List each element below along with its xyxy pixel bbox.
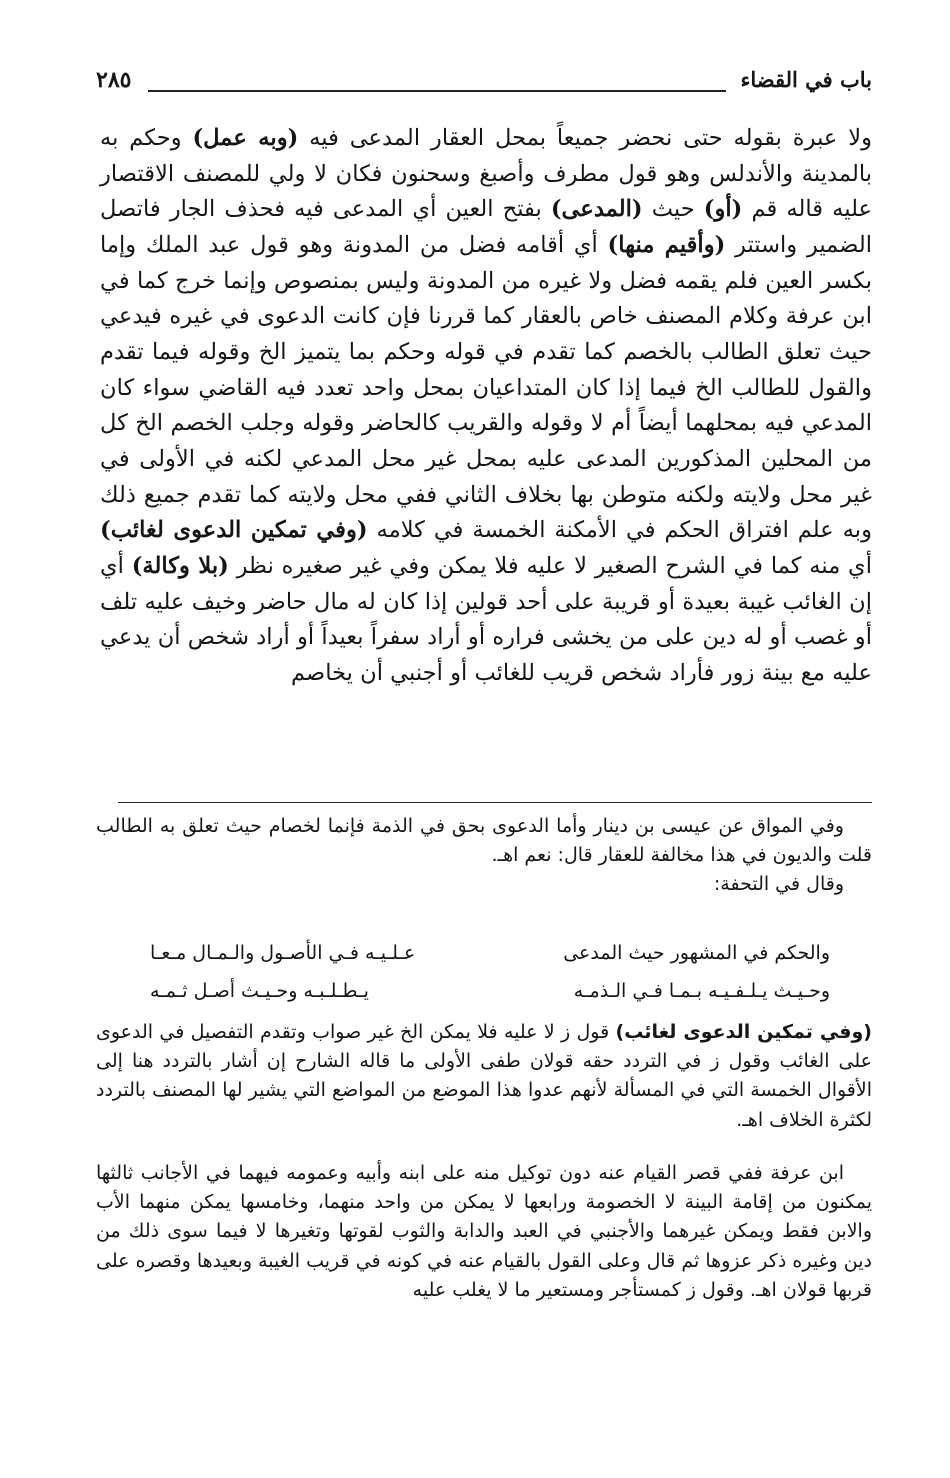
text-run: بفتح العين أي المدعى فيه فحذف الجار فاتصل الضمير واستتر (100, 196, 872, 258)
bold-term: (وبه عمل) (192, 125, 299, 151)
footnote-separator (118, 802, 872, 803)
note-paragraph: ابن عرفة ففي قصر القيام عنه دون توكيل منه على ابنه وأبيه وعمومه فيهما في الأجانب ثالثها يمكنون من إقامة البينة لا الخصومة ورابعها لا يمكن من واحد منهما، وخامسها يمكن منهما الأب والابن فقط ويمكن غيرهما والأجنبي في العبد والدابة والثوب لقوتها وتغيرها لا فيما سوى ذلك من دين وغيره ذكر عزوها ثم قال وعلى القول بالقيام عنه في كونه في قريب الغيبة وبعيدها وقصره على قربها قولان اهـ. وقول ز كمستأجر ومستعير ما لا يغلب عليه (96, 1162, 872, 1301)
text-run: ولا عبرة بقوله حتى نحضر جميعاً بمحل العقار المدعى فيه (309, 125, 872, 151)
text-run: وحكم به بالمدينة والأندلس وهو قول مطرف وأصبغ وسحنون فكان لا ولي للمصنف الاقتصار عليه قاله قم (100, 125, 873, 223)
main-paragraph (100, 121, 872, 692)
chapter-title: باب في القضاء (740, 67, 872, 92)
main-text (100, 121, 872, 692)
text-run: أي أقامه فضل من المدونة وهو قول عبد الملك وإما بكسر العين فلم يقمه فضل ولا غيره من المدونة وليس بمنصوص وإنما خرج كما في ابن عرفة وكلام المصنف خاص بالعقار كما قررنا فإن كانت الدعوى في غيره فيدعي حيث تعلق الطالب بالخصم كما تقدم في قوله وحكم بما يتميز الخ وقوله فيما تقدم والقول للطالب الخ فيما إذا كان المتداعيان بمحل واحد تعدد فيه القاضي سواء كان المدعي فيه بمحلهما أيضاً أم لا وقوله والقريب كالحاضر وقوله وجلب الخصم الخ كل من المحلين المذكورين المدعى عليه بمحل غير محل المدعي لكنه في الأولى في غير محل ولايته ولكنه متوطن بها بخلاف الثاني ففي محل ولايته كما تقدم جميع ذلك وبه علم افتراق الحكم في الأمكنة الخمسة في كلامه (100, 231, 872, 544)
text-run: قول ز لا عليه فلا يمكن الخ غير صواب وتقدم التفصيل في الدعوى على الغائب وقول ز في التردد حقه قولان طفى الأولى ما قاله الشارح إن أشار بالتردد هنا إلى الأقوال الخمسة التي في المسألة لأنهم عدوا هذا الموضع من المواضع التي يشير لها المصنف بالتردد لكثرة الخلاف اهـ. (96, 1021, 872, 1131)
verse-hemistich: يـطـلـبـه وحـيـث أصـل ثـمـه (150, 980, 369, 1002)
bold-term: (وفي تمكين الدعوى لغائب) (615, 1021, 872, 1043)
note-paragraph: وفي المواق عن عيسى بن دينار وأما الدعوى بحق في الذمة فإنما لخصام حيث تعلق به الطالب قلت والديون في هذا مخالفة للعقار قال: نعم اهـ. (96, 815, 872, 867)
text-run: أي منه كما في الشرح الصغير لا عليه فلا يمكن وفي غير صغيره نظر (236, 552, 873, 579)
note-paragraph: وقال في التحفة: (713, 873, 844, 896)
page-header (96, 60, 872, 102)
verse-line-1 (150, 942, 830, 972)
verse-hemistich: وحـيـث يـلـفـيـه بـمـا فـي الـذمـه (573, 980, 830, 1002)
bold-term: (المدعى) (550, 196, 643, 223)
bold-term: (وأقيم منها) (607, 231, 726, 258)
text-run: حيث (651, 196, 695, 223)
verse-hemistich: عـلـيـه فـي الأصـول والـمـال مـعـا (150, 942, 416, 964)
page-number: ٢٨٥ (96, 67, 132, 93)
verse-line-2 (150, 980, 830, 1010)
footnotes-bottom (96, 1159, 872, 1305)
footnotes-top (96, 812, 872, 900)
bold-term: (أو) (703, 196, 743, 223)
text-run: أي إن الغائب غيبة بعيدة أو قريبة على أحد قولين إذا كان له مال حاضر وخيف عليه تلف أو غصب أو له دين على من يخشى فراره أو أراد سفراً بعيداً أو أراد شخص أن يدعي عليه مع بينة زور فأراد شخص قريب للغائب أو أجنبي أن يخاصم (100, 552, 872, 686)
verse-hemistich: والحكم في المشهور حيث المدعى (563, 942, 830, 964)
note-paragraph (96, 1018, 872, 1135)
bold-term: (بلا وكالة) (131, 552, 229, 579)
footnotes-middle (96, 1018, 872, 1135)
header-rule (148, 90, 726, 92)
bold-term: (وفي تمكين الدعوى لغائب) (100, 517, 368, 544)
